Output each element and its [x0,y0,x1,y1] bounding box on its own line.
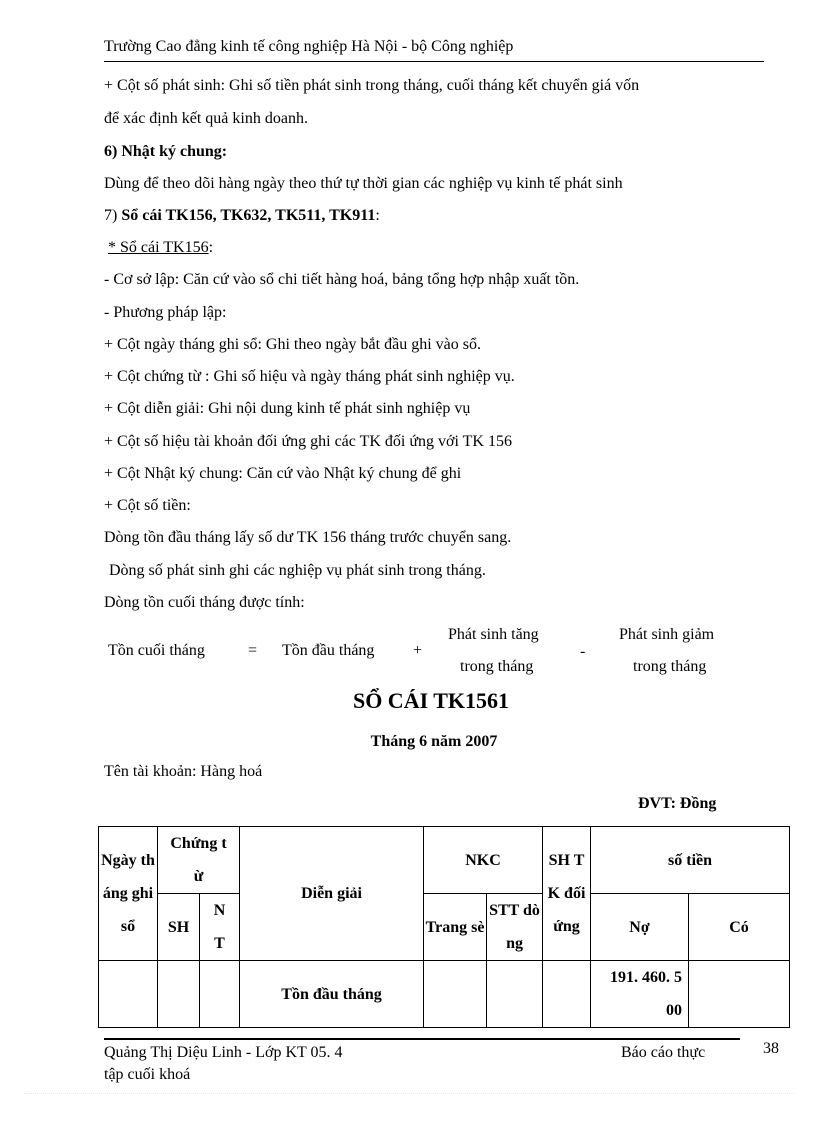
col-header-date: Ngày tháng ghi sổ [99,827,158,961]
cell-credit [689,961,790,1028]
col-header-counter-account: SH TK đối ứng [543,827,591,961]
sub-heading-suffix: : [208,239,214,256]
text-line: để xác định kết quả kinh doanh. [104,110,308,127]
text-line: Dùng để theo dõi hàng ngày theo thứ tự thời gian các nghiệp vụ kinh tế phát sinh [104,175,623,192]
ledger-table [98,826,790,1028]
text-line: Dòng số phát sinh ghi các nghiệp vụ phát sinh trong tháng. [109,562,486,579]
footer-author: Quảng Thị Diệu Linh - Lớp KT 05. 4 [104,1044,343,1061]
sub-heading [108,239,213,257]
col-header-nt: N T [200,894,240,961]
text-line: + Cột Nhật ký chung: Căn cứ vào Nhật ký chung để ghi [104,465,462,482]
page-header: Trường Cao đẳng kinh tế công nghiệp Hà Nội - bộ Công nghiệp [104,38,514,55]
col-header-description: Diễn giải [240,827,424,961]
text-line: + Cột diễn giải: Ghi nội dung kinh tế phát sinh nghiệp vụ [104,400,471,417]
unit-label: ĐVT: Đồng [638,795,717,812]
ledger-title: SỔ CÁI TK1561 [352,688,510,713]
formula-increase-top: Phát sinh tăng [448,626,539,643]
cell-debit: 191. 460. 500 [591,961,689,1028]
formula-decrease-top: Phát sinh giảm [619,626,715,643]
cell-date [99,961,158,1028]
account-name: Tên tài khoản: Hàng hoá [104,763,263,780]
footer-report-continued: tập cuối khoá [104,1066,191,1083]
text-line: + Cột số hiệu tài khoản đối ứng ghi các TK đối ứng với TK 156 [104,433,512,450]
footer-rule [104,1038,740,1040]
cell-sh [158,961,200,1028]
text-line: - Phương pháp lập: [104,304,227,321]
text-line: + Cột ngày tháng ghi sổ: Ghi theo ngày bắt đầu ghi vào sổ. [104,336,481,353]
formula-plus: + [413,642,423,659]
text-line: Dòng tồn cuối tháng được tính: [104,594,305,611]
page-number: 38 [763,1040,779,1057]
formula-increase-bottom: trong tháng [460,658,534,675]
formula-equals: = [248,642,258,659]
formula-minus: - [580,643,586,660]
sub-heading-label: * Sổ cái TK156 [108,239,209,256]
cell-page [424,961,487,1028]
header-rule [104,61,764,62]
formula-decrease-bottom: trong tháng [633,658,707,675]
ledger-period: Tháng 6 năm 2007 [370,733,498,750]
col-header-nkc: NKC [424,827,543,894]
col-header-sh: SH [158,894,200,961]
section-heading-7 [104,207,380,225]
footer-report: Báo cáo thực [621,1044,706,1061]
cell-counter-account [543,961,591,1028]
heading-prefix: 7) [104,207,122,224]
section-heading-6: 6) Nhật ký chung: [104,143,228,160]
col-header-amount: số tiền [591,827,790,894]
heading-suffix: : [375,207,380,224]
text-line: + Cột số phát sinh: Ghi số tiền phát sinh trong tháng, cuối tháng kết chuyển giá vốn [104,77,640,94]
text-line: - Cơ sở lập: Căn cứ vào sổ chi tiết hàng hoá, bảng tổng hợp nhập xuất tồn. [104,271,580,288]
cell-line [487,961,543,1028]
text-line: + Cột số tiền: [104,497,191,514]
page-edge-divider [24,1093,794,1095]
col-header-voucher: Chứng từ [158,827,240,894]
formula-lhs: Tồn cuối tháng [108,642,205,659]
text-line: + Cột chứng từ : Ghi số hiệu và ngày tháng phát sinh nghiệp vụ. [104,368,515,385]
col-header-line: STT dòng [487,894,543,961]
cell-description: Tồn đầu tháng [240,961,424,1028]
cell-nt [200,961,240,1028]
text-line: Dòng tồn đầu tháng lấy số dư TK 156 tháng trước chuyển sang. [104,529,512,546]
col-header-page: Trang sè [424,894,487,961]
col-header-debit: Nợ [591,894,689,961]
formula-term-opening: Tồn đầu tháng [282,642,375,659]
table-row [99,961,790,1028]
col-header-credit: Có [689,894,790,961]
heading-bold: Sổ cái TK156, TK632, TK511, TK911 [121,207,376,224]
